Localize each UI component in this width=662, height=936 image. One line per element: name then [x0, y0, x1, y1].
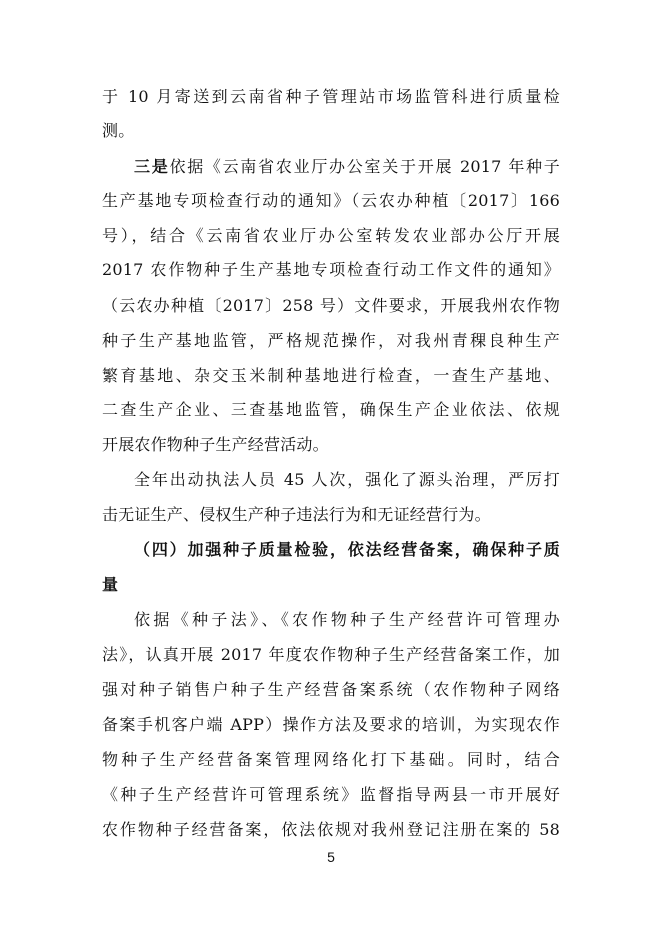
paragraph-5-line-6: 《种子生产经营许可管理系统》监督指导两县一市开展好	[102, 785, 560, 804]
paragraph-2-line-8: 二查生产企业、三查基地监管，确保生产企业依法、依规	[102, 400, 560, 419]
paragraph-2-line-3: 号），结合《云南省农业厅办公室转发农业部办公厅开展	[102, 226, 560, 245]
paragraph-3-line-2: 击无证生产、侵权生产种子违法行为和无证经营行为。	[102, 505, 491, 524]
paragraph-3-line-1: 全年出动执法人员 45 人次，强化了源头治理，严厉打	[134, 470, 560, 489]
paragraph-5-line-4: 备案手机客户端 APP）操作方法及要求的培训，为实现农作	[102, 715, 560, 734]
paragraph-2-line-5: （云农办种植〔2017〕258 号）文件要求，开展我州农作物	[102, 296, 560, 315]
paragraph-5-line-2: 法》，认真开展 2017 年度农作物种子生产经营备案工作，加	[102, 645, 560, 664]
paragraph-2-lead-bold: 三是	[134, 157, 170, 176]
paragraph-5-line-5: 物种子生产经营备案管理网络化打下基础。同时，结合	[102, 750, 560, 769]
paragraph-5-line-1: 依据《种子法》、《农作物种子生产经营许可管理办	[134, 610, 560, 629]
paragraph-5-line-7: 农作物种子经营备案，依法依规对我州登记注册在案的 58	[102, 820, 560, 839]
paragraph-2-line-6: 种子生产基地监管，严格规范操作，对我州青稞良种生产	[102, 331, 560, 350]
section-heading-line-2: 量	[102, 575, 119, 594]
page-number: 5	[327, 849, 335, 865]
paragraph-5-line-3: 强对种子销售户种子生产经营备案系统（农作物种子网络	[102, 680, 560, 699]
paragraph-1-line-1: 于 10 月寄送到云南省种子管理站市场监管科进行质量检	[102, 87, 560, 106]
paragraph-2-line-9: 开展农作物种子生产经营活动。	[102, 435, 329, 454]
paragraph-2-line-4: 2017 农作物种子生产基地专项检查行动工作文件的通知》	[102, 260, 560, 279]
paragraph-2-line-1-text: 依据《云南省农业厅办公室关于开展 2017 年种子	[169, 157, 560, 176]
paragraph-2-line-7: 繁育基地、杂交玉米制种基地进行检查，一查生产基地、	[102, 366, 560, 385]
section-heading-line-1: （四）加强种子质量检验，依法经营备案，确保种子质	[134, 540, 560, 559]
paragraph-1-line-2: 测。	[102, 121, 135, 140]
paragraph-2-line-2: 生产基地专项检查行动的通知》（云农办种植〔2017〕166	[102, 191, 560, 210]
paragraph-2-line-1	[134, 150, 560, 184]
